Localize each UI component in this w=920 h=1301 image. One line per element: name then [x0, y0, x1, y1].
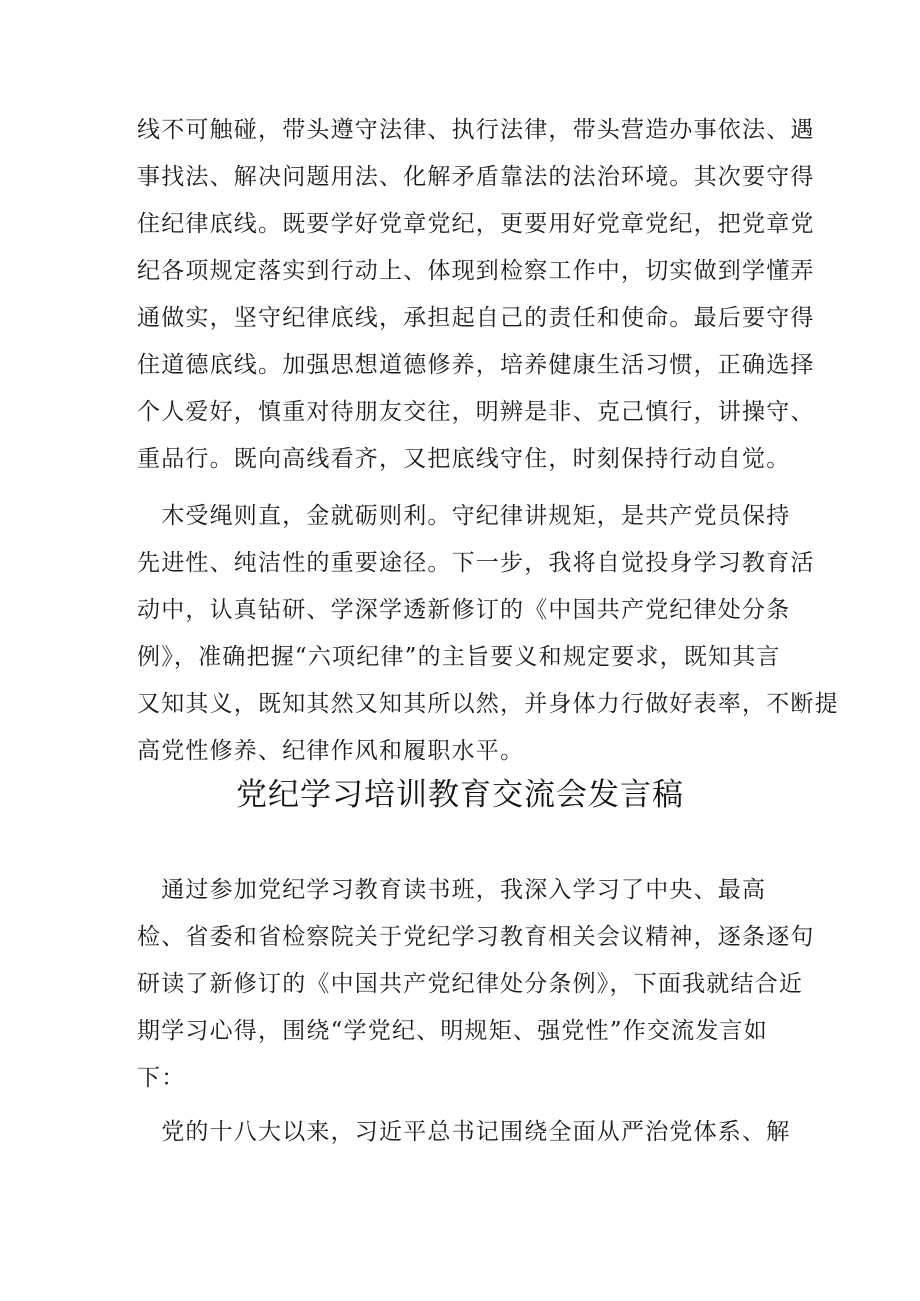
- paragraph-line: 重品行。既向高线看齐，又把底线守住，时刻保持行动自觉。: [137, 446, 791, 472]
- paragraph-line: 住道德底线。加强思想道德修养，培养健康生活习惯，正确选择: [137, 352, 815, 378]
- document-title: 党纪学习培训教育交流会发言稿: [236, 777, 684, 813]
- paragraph-line: 研读了新修订的《中国共产党纪律处分条例》，下面我就结合近: [137, 971, 804, 997]
- paragraph-line: 木受绳则直，金就砺则利。守纪律讲规矩，是共产党员保持: [137, 503, 791, 529]
- paragraph-line: 党的十八大以来，习近平总书记围绕全面从严治党体系、解: [137, 1119, 791, 1145]
- paragraph-line: 期学习心得，围绕“学党纪、明规矩、强党性”作交流发言如: [137, 1018, 768, 1044]
- paragraph-line: 事找法、解决问题用法、化解矛盾靠法的法治环境。其次要守得: [137, 164, 815, 190]
- paragraph-line: 例》，准确把握“六项纪律”的主旨要义和规定要求，既知其言: [137, 644, 781, 670]
- paragraph-line: 通过参加党纪学习教育读书班，我深入学习了中央、最高: [137, 877, 767, 903]
- paragraph-line: 下：: [137, 1065, 186, 1091]
- paragraph-line: 高党性修养、纪律作风和履职水平。: [137, 738, 525, 764]
- paragraph-line: 检、省委和省检察院关于党纪学习教育相关会议精神，逐条逐句: [137, 924, 815, 950]
- paragraph-line: 又知其义，既知其然又知其所以然，并身体力行做好表率，不断提: [137, 691, 839, 717]
- paragraph-line: 通做实，坚守纪律底线，承担起自己的责任和使命。最后要守得: [137, 305, 815, 331]
- paragraph-line: 动中，认真钻研、学深学透新修订的《中国共产党纪律处分条: [137, 597, 791, 623]
- paragraph-line: 线不可触碰，带头遵守法律、执行法律，带头营造办事依法、遇: [137, 117, 815, 143]
- paragraph-line: 个人爱好，慎重对待朋友交往，明辨是非、克己慎行，讲操守、: [137, 399, 815, 425]
- paragraph-line: 住纪律底线。既要学好党章党纪，更要用好党章党纪，把党章党: [137, 211, 815, 237]
- paragraph-line: 纪各项规定落实到行动上、体现到检察工作中，切实做到学懂弄: [137, 258, 815, 284]
- paragraph-line: 先进性、纯洁性的重要途径。下一步，我将自觉投身学习教育活: [137, 550, 815, 576]
